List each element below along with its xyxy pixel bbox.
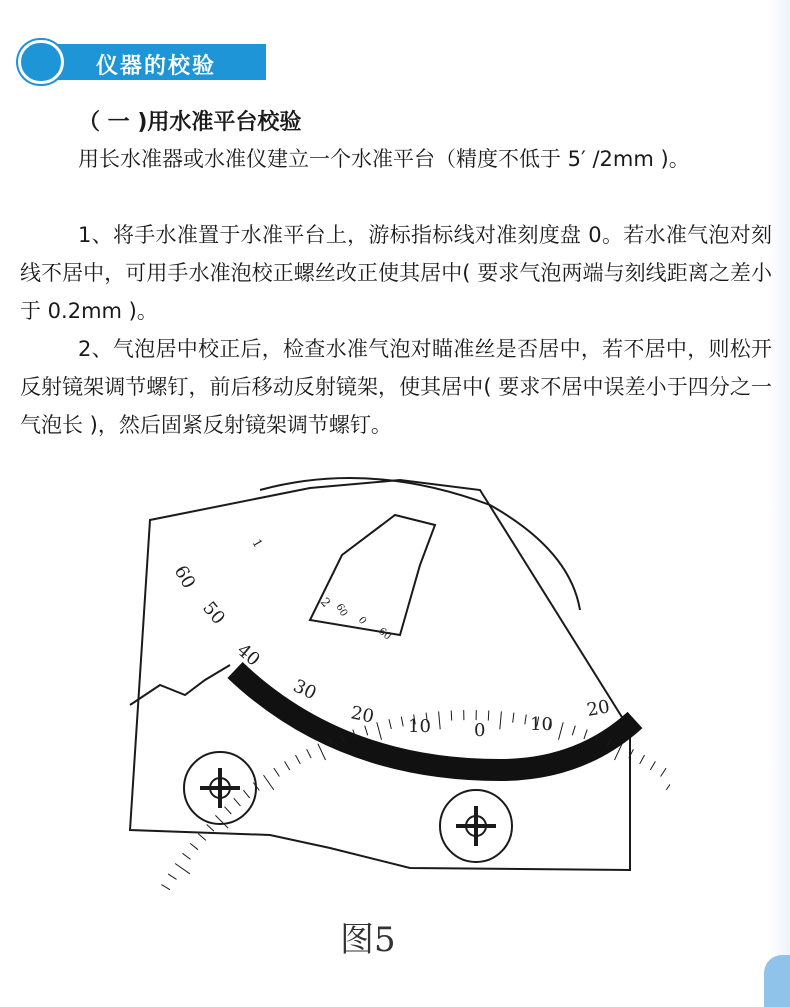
- main-scale-label: 10: [408, 716, 431, 737]
- section-header-pill: [18, 40, 64, 84]
- main-scale-label: 60: [169, 562, 200, 593]
- screw-head-icon: [440, 790, 512, 862]
- scale-tick: [215, 815, 228, 828]
- scale-tick: [285, 761, 290, 770]
- vernier-label: 0: [355, 614, 369, 627]
- protractor-figure: [110, 470, 670, 890]
- scale-tick: [168, 874, 176, 880]
- scale-tick: [365, 726, 368, 736]
- main-scale-label: 10: [530, 714, 553, 735]
- scale-tick: [389, 719, 391, 729]
- scale-tick: [183, 853, 191, 859]
- main-scale-label: 20: [585, 696, 612, 721]
- main-scale-label: 0: [474, 720, 486, 741]
- scale-tick: [666, 775, 670, 790]
- vernier-label: 60: [376, 625, 393, 643]
- scale-tick: [572, 726, 575, 736]
- scale-tick: [296, 755, 301, 764]
- scale-tick: [401, 717, 403, 727]
- scale-tick: [500, 711, 502, 729]
- section-title: 仪器的校验: [96, 54, 217, 79]
- main-scale-label: 50: [198, 597, 229, 629]
- scale-tick: [264, 775, 274, 790]
- scale-tick: [559, 722, 564, 739]
- scale-tick: [650, 761, 655, 770]
- scale-tick: [640, 755, 645, 764]
- main-scale-label: 40: [232, 639, 264, 671]
- small-scale-label: 1: [249, 536, 266, 551]
- scale-tick: [198, 834, 206, 841]
- screw-head-icon: [184, 752, 256, 824]
- scale-tick: [451, 711, 452, 721]
- scale-tick: [584, 730, 587, 740]
- paragraph-step-2: 2、气泡居中校正后，检查水准气泡对瞄准丝是否居中，若不居中，则松开反射镜架调节螺钉，前后移动反射镜架，使其居中( 要求不居中误差小于四分之一气泡长 )，然后固紧反射镜架调节螺钉。: [20, 337, 772, 437]
- scale-tick: [307, 749, 312, 758]
- paragraph-intro: 用长水准器或水准仪建立一个水准平台（精度不低于 5′ /2mm )。: [78, 147, 690, 171]
- main-scale-label: 30: [289, 675, 320, 705]
- scale-tick: [243, 790, 249, 798]
- paragraph-step-1: 1、将手水准置于水准平台上，游标指标线对准刻度盘 0。若水准气泡对刻线不居中，可用手水准泡校正螺丝改正使其居中( 要求气泡两端与刻线距离之差小于 0.2mm )。: [20, 223, 772, 323]
- scale-tick: [190, 843, 198, 849]
- scale-tick: [377, 722, 382, 739]
- section-header: [18, 40, 266, 84]
- scale-ticks: [144, 710, 670, 890]
- left-notch: [130, 665, 230, 705]
- scale-tick: [274, 768, 280, 776]
- figure-caption: 图5: [340, 920, 396, 960]
- subheading: （ 一 )用水准平台校验: [78, 110, 302, 135]
- main-scale-label: 20: [348, 702, 376, 728]
- vernier-pointer: [310, 515, 435, 635]
- small-scale-label: 2: [317, 594, 334, 610]
- scale-tick: [525, 714, 527, 724]
- scale-tick: [225, 807, 232, 814]
- scale-tick: [513, 713, 514, 723]
- scale-tick: [207, 825, 214, 832]
- scale-tick: [161, 885, 170, 890]
- scale-tick: [318, 744, 326, 760]
- scale-tick: [234, 798, 241, 806]
- scale-tick: [175, 864, 190, 874]
- vernier-label: 60: [333, 602, 350, 619]
- scale-tick: [488, 711, 489, 721]
- scale-tick: [439, 711, 441, 729]
- scale-tick: [661, 768, 667, 776]
